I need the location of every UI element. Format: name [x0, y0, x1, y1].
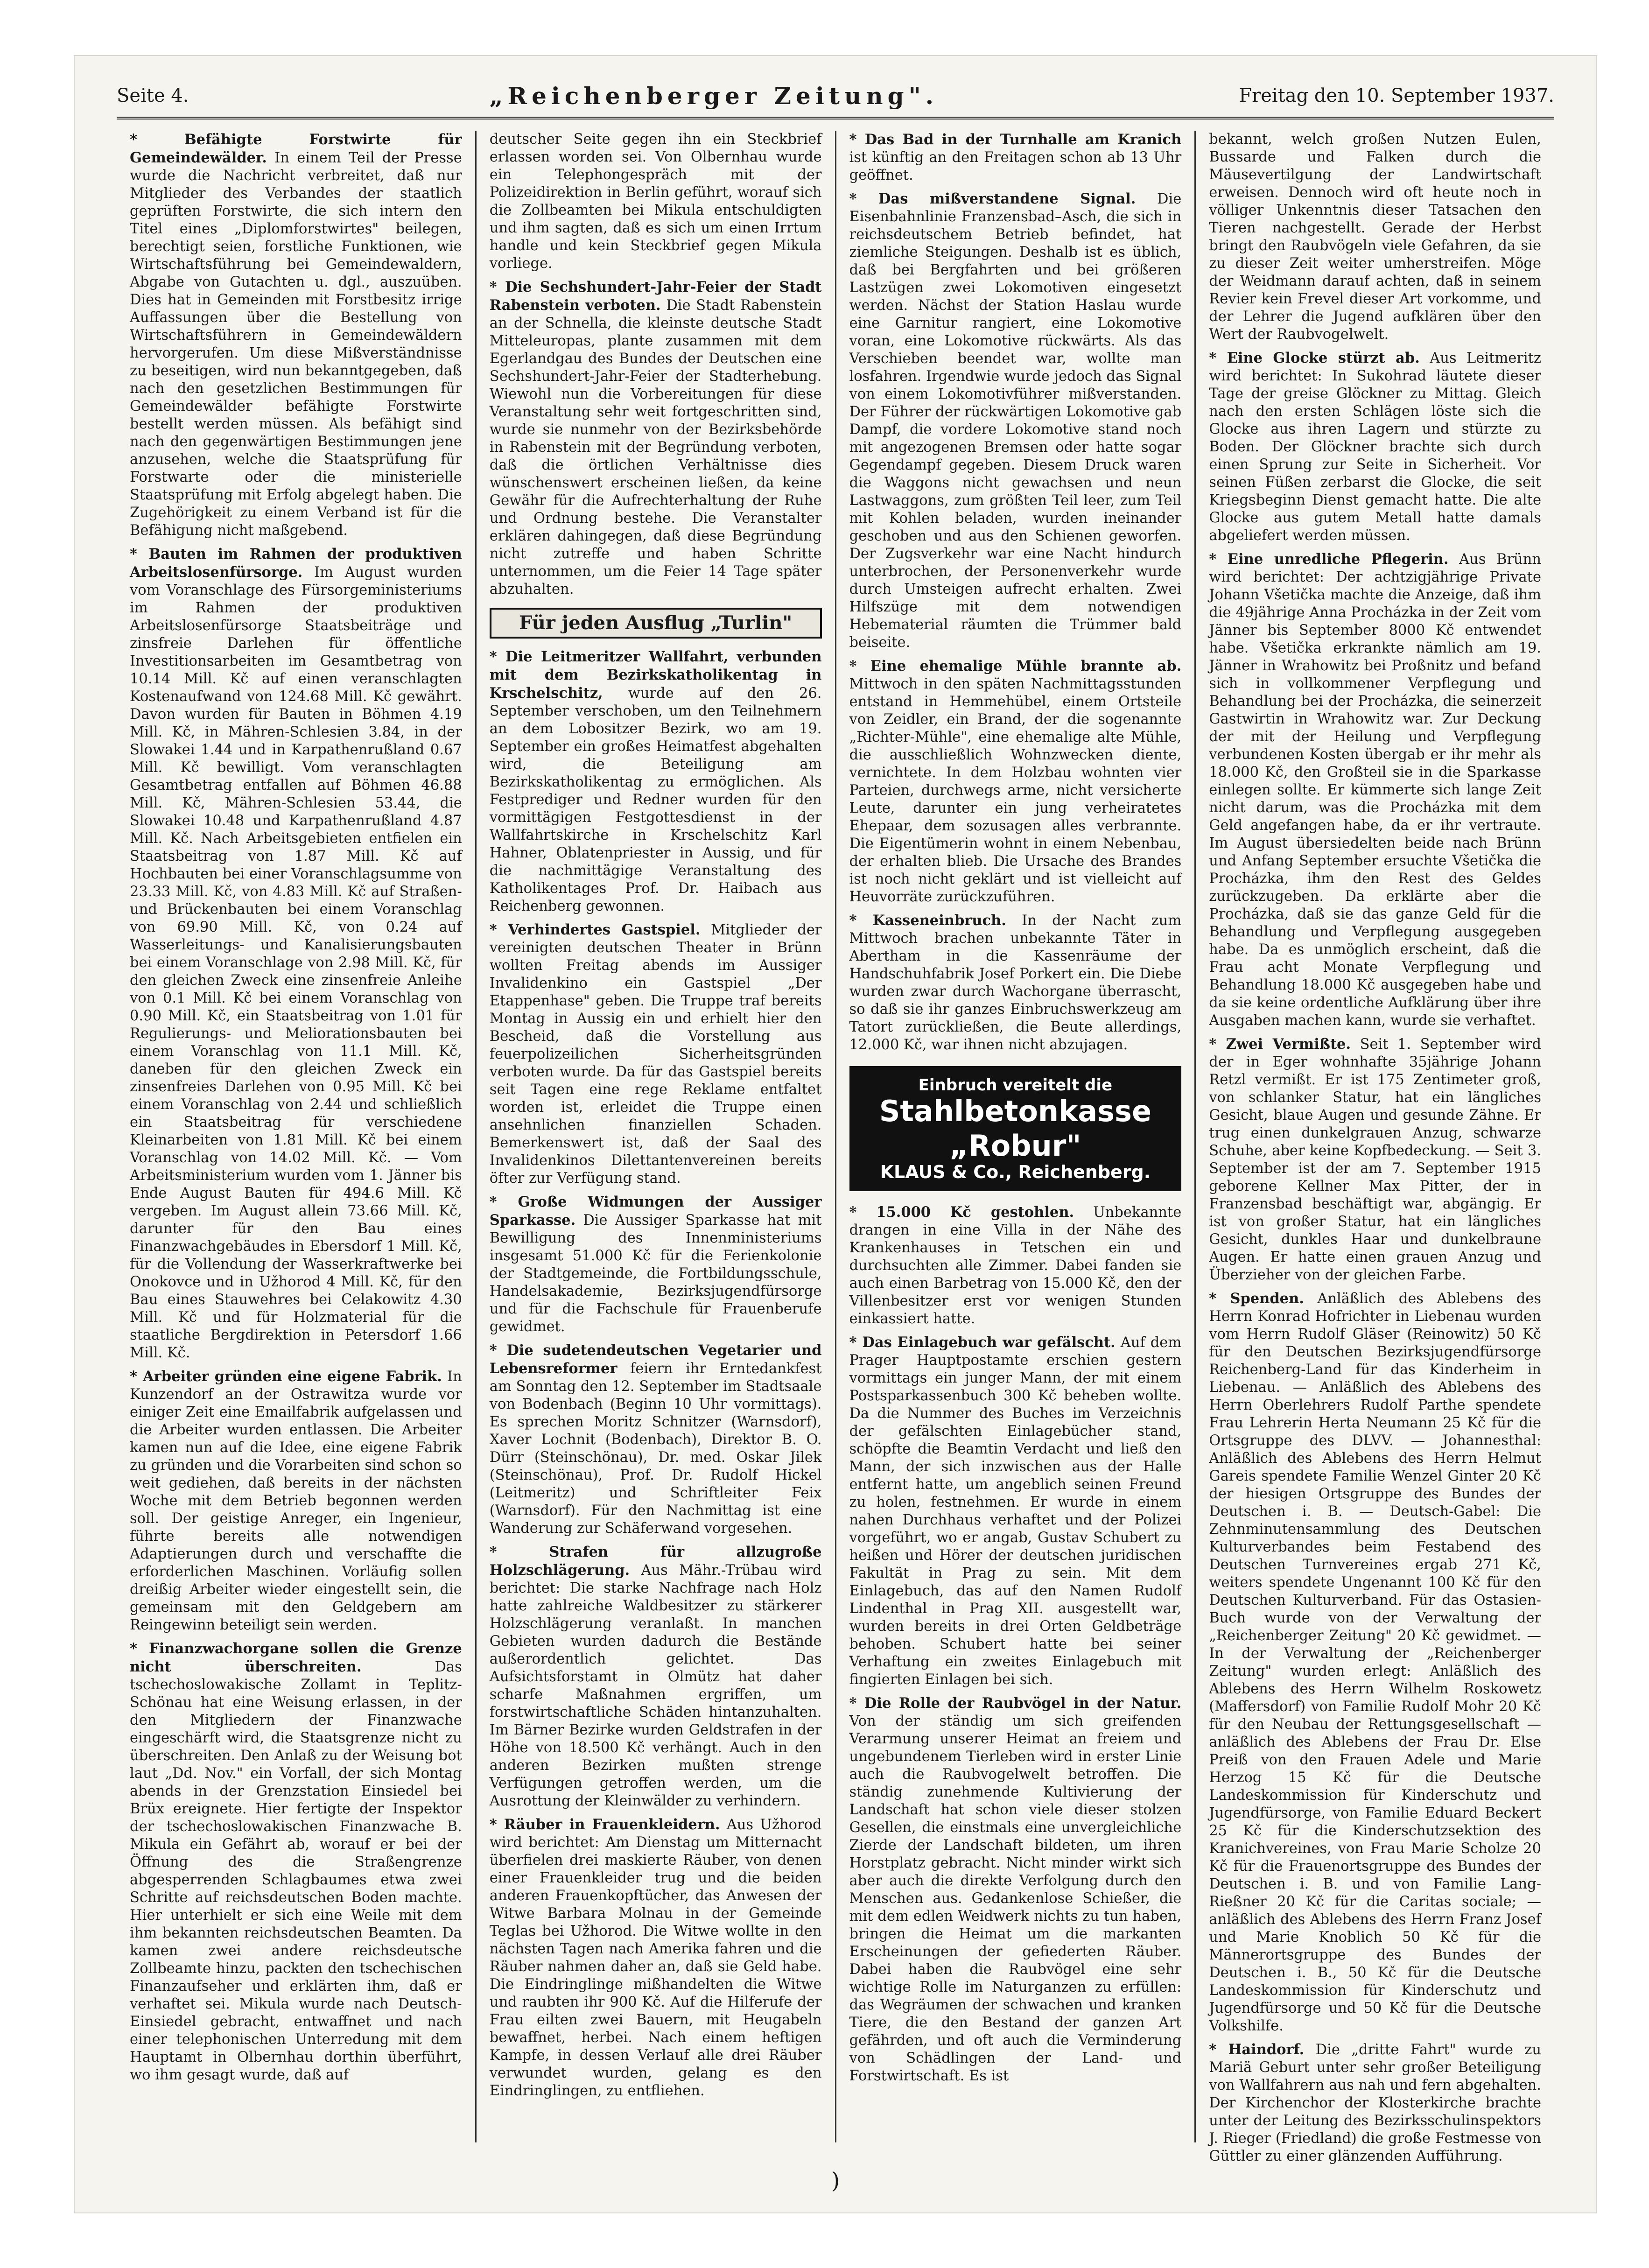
article-body: Anläßlich des Ablebens des Herrn Konrad Hofrichter in Liebenau wurden vom Herrn Rudolf Gläser (Reinowitz) 50 Kč für den Deutschen Bezirksjugendfürsorge Reichenberg-Land für das Kinderheim in Liebenau. — Anläßlich des Ablebens des Herrn Oberlehrers Rudolf Parthe spendete Frau Lehrerin Herta Neumann 25 Kč für die Ortsgruppe des DLVV. — Johannesthal: Anläßlich des Ablebens des Herrn Helmut Gareis spendete Familie Wenzel Ginter 20 Kč der hiesigen Ortsgruppe des Bundes der Deutschen i. B. — Deutsch-Gabel: Die Zehnminutensammlung des Deutschen Kulturverbandes beim Festabend des Deutschen Turnvereines ergab 271 Kč, weiters spendete Ungenannt 100 Kč für den Deutschen Kulturverband. Für das Ostasien-Buch wurde von der Verwaltung der „Reichenberger Zeitung" 20 Kč gewidmet. — In der Verwaltung der „Reichenberger Zeitung" wurden erlegt: Anläßlich des Ablebens des Herrn Wilhelm Roskowetz (Maffersdorf) von Familie Rudolf Mohr 20 Kč für den Neubau der Rettungsgesellschaft — anläßlich des Ablebens der Frau Dr. Else Preiß von den Frauen Adele und Marie Herzog 15 Kč für die Deutsche Landeskommission für Kinderschutz und Jugendfürsorge, von Familie Eduard Beckert 25 Kč für die Kinderschutzsektion des Kranichvereines, von Frau Marie Scholze 20 Kč für die Frauenortsgruppe des Bundes der Deutschen i. B. und von Familie Lang-Rießner 20 Kč für die Caritas sociale; — anläßlich des Ablebens des Herrn Franz Josef und Marie Knoblich 50 Kč für die Männerortsgruppe des Bundes der Deutschen i. B., 50 Kč für die Deutsche Landeskommission für Kinderschutz und Jugendfürsorge und 50 Kč für die Deutsche Volkshilfe.: [1209, 1291, 1541, 2034]
column-1: [117, 131, 477, 2142]
article-paragraph: [130, 545, 462, 1362]
article-headline: * Strafen für allzugroße Holzschlägerung.: [489, 1544, 822, 1579]
article-headline: * Zwei Vermißte.: [1209, 1036, 1351, 1053]
article-headline: * Eine Glocke stürzt ab.: [1209, 350, 1420, 366]
advertisement-box: [849, 1066, 1182, 1191]
article-paragraph: [130, 1368, 462, 1634]
article-body: Aus Užhorod wird berichtet: Am Dienstag um Mitternacht überfielen drei maskierte Räuber, von denen einer Frauenkleider trug und die beiden anderen Frauenkopftücher, das Anwesen der Witwe Barbara Molnau in der Gemeinde Teglas bei Užhorod. Die Witwe wollte in den nächsten Tagen nach Amerika fahren und die Räuber nahmen daher an, daß sie Geld habe. Die Eindringlinge mißhandelten die Witwe und raubten ihr 900 Kč. Auf die Hilferufe der Frau eilten zwei Bauern, mit Heugabeln bewaffnet, herbei. Nach einem heftigen Kampfe, in dessen Verlauf alle drei Räuber verwundet wurden, gelang es den Eindringlingen, zu entfliehen.: [489, 1817, 822, 2099]
article-headline: * Große Widmungen der Aussiger Sparkasse.: [489, 1194, 822, 1229]
article-paragraph: [849, 912, 1182, 1054]
article-body: Die Stadt Rabenstein an der Schnella, die kleinste deutsche Stadt Mitteleuropas, plante zusammen mit dem Egerlandgau des Bundes der Deutschen eine Sechshundert-Jahr-Feier der Stadterhebung. Wiewohl nun die Vorbereitungen für diese Veranstaltung sehr weit fortgeschritten sind, wurde sie nunmehr von der Bezirksbehörde in Rabenstein mit der Begründung verboten, daß die örtlichen Verhältnisse dies wünschenswert erscheinen ließen, da keine Gewähr für die Aufrechterhaltung der Ruhe und Ordnung bestehe. Die Veranstalter erklären dahingegen, daß diese Begründung nicht zutreffe und haben Schritte unternommen, um die Feier 14 Tage später abzuhalten.: [489, 297, 822, 597]
article-headline: * Die sudetendeutschen Vegetarier und Lebensreformer: [489, 1342, 822, 1377]
article-headline: * Räuber in Frauenkleidern.: [489, 1816, 720, 1833]
article-body: In der Nacht zum Mittwoch brachen unbekannte Täter in Abertham in die Kassenräume der Handschuhfabrik Josef Porkert ein. Die Diebe wurden zwar durch Wachorgane überrascht, so daß sie ihr ganzes Einbruchswerkzeug am Tatort zurückließen, die Beute allerdings, 12.000 Kč, war ihnen nicht abzujagen.: [849, 913, 1182, 1053]
article-headline: * Eine unredliche Pflegerin.: [1209, 551, 1449, 568]
article-body: bekannt, welch großen Nutzen Eulen, Bussarde und Falken durch die Mäusevertilgung der Landwirtschaft erweisen. Dennoch wird oft heute noch in völliger Unkenntnis dieser Tatsachen den Tieren nachgestellt. Gerade der Herbst bringt den Raubvögeln viele Gefahren, da sie zu dieser Zeit weiter umherstreifen. Möge der Weidmann darauf achten, daß in seinem Revier kein Frevel dieser Art vorkomme, und der Lehrer die Jugend aufklären über den Wert der Raubvogelwelt.: [1209, 131, 1541, 343]
article-paragraph: [1209, 349, 1541, 545]
article-body: Die Eisenbahnlinie Franzensbad–Asch, die sich in reichsdeutschem Betrieb befindet, hat ziemliche Steigungen. Deshalb ist es üblich, daß bei Bergfahrten und bei größeren Lastzügen zwei Lokomotiven eingesetzt werden. Nächst der Station Haslau wurde eine Garnitur rangiert, eine Lokomotive voran, eine Lokomotive rückwärts. Als das Verschieben beendet war, wollte man losfahren. Irgendwie wurde jedoch das Signal von einem Lokomotivführer mißverstanden. Der Führer der rückwärtigen Lokomotive gab Dampf, die vordere Lokomotive stand noch mit angezogenen Bremsen oder hatte sogar Gegendampf gegeben. Diesem Druck waren die Waggons nicht gewachsen und neun Lastwaggons, zum größten Teil leer, zum Teil mit Kohlen beladen, wurden ineinander geschoben und aus den Schienen geworfen. Der Zugsverkehr war eine Nacht hindurch unterbrochen, der Personenverkehr wurde durch Umsteigen aufrecht erhalten. Zwei Hilfszüge mit dem notwendigen Hebematerial räumten die Trümmer bald beiseite.: [849, 191, 1182, 651]
article-headline: * Verhindertes Gastspiel.: [489, 921, 701, 938]
section-banner: Für jeden Ausflug „Turlin": [490, 608, 822, 639]
ad-line1: Einbruch vereitelt die: [918, 1076, 1113, 1095]
article-headline: * Eine ehemalige Mühle brannte ab.: [849, 658, 1182, 674]
issue-date: Freitag den 10. September 1937.: [1239, 85, 1554, 106]
article-body: Aus Brünn wird berichtet: Der achtzigjährige Private Johann Všetička machte die Anzeige, daß ihm die 49jährige Anna Procházka in der Zeit vom Jänner bis September 8000 Kč entwendet habe. Všetička erkrankte nämlich am 19. Jänner in Wrahowitz bei Proßnitz und befand sich in vollkommener Verpflegung und Behandlung bei der Procházka, die seinerzeit Gastwirtin in Wrahowitz war. Zur Deckung der mit der Heilung und Verpflegung verbundenen Kosten übergab er ihr mehr als 18.000 Kč, den Großteil sie in die Sparkasse einlegen sollte. Er kümmerte sich lange Zeit nicht darum, was die Procházka mit dem Geld angefangen habe, da er ihr vertraute. Im August übersiedelten beide nach Brünn und Anfang September ersuchte Všetička die Procházka, ihm den Rest des Geldes zurückzugeben. Da erklärte aber die Procházka, daß sie das ganze Geld für die Behandlung und Verpflegung ausgegeben habe. Da es unmöglich erscheint, daß die Frau acht Monate Verpflegung und Behandlung 18.000 Kč ausgegeben habe und da sie keine ordentliche Aufklärung über ihre Ausgaben machen kann, wurde sie verhaftet.: [1209, 551, 1541, 1029]
article-body: Die „dritte Fahrt" wurde zu Mariä Geburt unter sehr großer Beteiligung von Wallfahrern aus nah und fern abgehalten. Der Kirchenchor der Klosterkirche brachte unter der Leitung des Bezirksschulinspektors J. Rieger (Friedland) die große Festmesse von Güttler zu einer glänzenden Aufführung.: [1209, 2042, 1541, 2164]
article-paragraph: [130, 1640, 462, 2084]
newspaper-page: [75, 56, 1596, 2212]
article-body: Mittwoch in den späten Nachmittagsstunden entstand in Hemmehübel, einem Ortsteile von Zeidler, ein Brand, der die sogenannte „Richter-Mühle", eine ehemalige alte Mühle, die ausschließlich Wohnzwecken diente, vernichtete. In dem Holzbau wohnten vier Parteien, durchwegs arme, nicht versicherte Leute, darunter ein jung verheiratetes Ehepaar, dem sozusagen alles verbrannte. Die Eigentümerin wohnt in einem Nebenbau, der erhalten blieb. Die Ursache des Brandes ist noch nicht geklärt und ist vielleicht auf Heuvorräte zurückzuführen.: [849, 676, 1182, 905]
article-paragraph: [1209, 1035, 1541, 1284]
column-4: [1196, 131, 1554, 2164]
article-headline: * Haindorf.: [1209, 2041, 1305, 2058]
article-body: In Kunzendorf an der Ostrawitza wurde vor einiger Zeit eine Emailfabrik aufgelassen und die Arbeiter wurden entlassen. Die Arbeiter kamen nun auf die Idee, eine eigene Fabrik zu gründen und die Vorarbeiten sind schon so weit gediehen, daß bereits in der nächsten Woche mit dem Betrieb begonnen werden soll. Der geistige Anreger, ein Ingenieur, führte bereits alle notwendigen Adaptierungen durch und verschaffte die erforderlichen Maschinen. Vorläufig sollen dreißig Arbeiter wieder eingestellt sein, die gemeinsam mit den Geldgebern am Reingewinn beteiligt sein werden.: [130, 1369, 462, 1633]
footer-mark: ): [831, 2168, 840, 2194]
article-headline: * Das Einlagebuch war gefälscht.: [849, 1334, 1116, 1351]
article-paragraph: [849, 1334, 1182, 1689]
article-body: In einem Teil der Presse wurde die Nachricht verbreitet, daß nur Mitglieder des Verbandes der staatlich geprüften Forstwirte, die sich intern den Titel eines „Diplomforstwirtes" beilegen, berechtigt seien, forstliche Funktionen, wie Wirtschaftsführung bei Gemeindewaldern, Abgabe von Gutachten u. dgl., auszuüben. Dies hat in Gemeinden mit Forstbesitz irrige Auffassungen über die Bestellung von Wirtschaftsführern in Gemeindewäldern hervorgerufen. Um diese Mißverständnisse zu beseitigen, wird nun bekanntgegeben, daß nach den gesetzlichen Bestimmungen für Gemeindewälder befähigte Forstwirte bestellt werden müssen. Als befähigt sind nach den gegenwärtigen Bestimmungen jene anzusehen, welche die Staatsprüfung für Forstwarte oder die ministerielle Staatsprüfung mit Erfolg abgelegt haben. Die Zugehörigkeit zu einem Verband ist für die Befähigung nicht maßgebend.: [130, 150, 462, 539]
article-paragraph: [490, 278, 822, 598]
article-paragraph: [1209, 2041, 1541, 2165]
columns-container: [117, 131, 1554, 2164]
article-body: Mitglieder der vereinigten deutschen Theater in Brünn wollten Freitag abends im Aussiger Invalidenkino ein Gastspiel „Der Etappenhase" geben. Die Truppe traf bereits Montag in Aussig ein und erhielt hier den Bescheid, daß die Vorstellung aus feuerpolizeilichen Sicherheitsgründen verboten wurde. Da für das Gastspiel bereits seit Tagen eine rege Reklame entfaltet worden ist, erleidet die Truppe einen ansehnlichen finanziellen Schaden. Bemerkenswert ist, daß der Saal des Invalidenkinos Dilettantenvereinen bereits öfter zur Verfügung stand.: [489, 922, 822, 1187]
article-body: Auf dem Prager Hauptpostamte erschien gestern vormittags ein junger Mann, der mit einem Postsparkassenbuch 300 Kč beheben wollte. Da die Nummer des Buches im Verzeichnis der gefälschten Einlagebücher stand, schöpfte die Beamtin Verdacht und ließ den Mann, der sich inzwischen aus der Halle entfernt hatte, um angeblich seinen Freund zu holen, festnehmen. Er wurde in einem nahen Durchhaus verhaftet und der Polizei vorgeführt, wo er angab, Gustav Schubert zu heißen und Hörer der deutschen juridischen Fakultät in Prag zu sein. Mit dem Einlagebuch, das auf den Namen Rudolf Lindenthal in Prag XII. ausgestellt war, wurden bereits in drei Orten Geldbeträge behoben. Schubert hatte bei seiner Verhaftung ein zweites Einlagebuch mit fingierten Einlagen bei sich.: [849, 1334, 1182, 1688]
article-paragraph: [490, 1193, 822, 1336]
article-headline: * Bauten im Rahmen der produktiven Arbeitslosenfürsorge.: [130, 546, 462, 581]
article-paragraph: [490, 1816, 822, 2100]
column-2: [477, 131, 836, 2142]
article-headline: * Spenden.: [1209, 1290, 1304, 1307]
article-paragraph: [1209, 1290, 1541, 2035]
article-body: ist künftig an den Freitagen schon ab 13 Uhr geöffnet.: [849, 149, 1182, 183]
article-paragraph: [1209, 131, 1541, 344]
masthead: „Reichenberger Zeitung".: [489, 82, 939, 110]
page-header: [117, 75, 1554, 119]
article-body: Das tschechoslowakische Zollamt in Teplitz-Schönau hat eine Weisung erlassen, in der den Mitgliedern der Finanzwache eingeschärft wird, die Staatsgrenze nicht zu überschreiten. Den Anlaß zu der Weisung bot laut „Dd. Nov." ein Vorfall, der sich Montag abends in der Grenzstation Einsiedel bei Brüx ereignete. Hier fertigte der Inspektor der tschechoslowakischen Finanzwache B. Mikula ein Gefährt ab, worauf er bei der Öffnung des die Straßengrenze abgesperrenden Schlagbaumes etwa zwei Schritte auf reichsdeutschen Boden machte. Hier unterhielt er sich eine Weile mit dem ihm bekannten reichsdeutschen Beamten. Da kamen zwei andere reichsdeutsche Zollbeamte hinzu, packten den tschechischen Finanzaufseher und erklärten ihm, daß er verhaftet sei. Mikula wurde nach Deutsch-Einsiedel gebracht, entwaffnet und nach einer telephonischen Unterredung mit dem Hauptamt in Olbernhau dorthin überführt, wo ihm gesagt wurde, daß auf: [130, 1659, 462, 2083]
article-body: Die Aussiger Sparkasse hat mit Bewilligung des Innenministeriums insgesamt 51.000 Kč für die Ferienkolonie der Stadtgemeinde, die Fortbildungsschule, Handelsakademie, Bezirksjugendfürsorge und für die Fachschule für Frauenberufe gewidmet.: [489, 1212, 822, 1335]
article-body: feiern ihr Erntedankfest am Sonntag den 12. September im Stadtsaale von Bodenbach (Beginn 10 Uhr vormittags). Es sprechen Moritz Schnitzer (Warnsdorf), Xaver Lochnit (Bodenbach), Direktor B. O. Dürr (Steinschönau), Dr. med. Oskar Jilek (Steinschönau), Prof. Dr. Rudolf Hickel (Leitmeritz) und Schriftleiter Feix (Warnsdorf). Für den Nachmittag ist eine Wanderung zur Schäferwand vorgesehen.: [489, 1361, 822, 1537]
article-headline: * Befähigte Forstwirte für Gemeindewälder.: [130, 131, 462, 166]
article-paragraph: [130, 131, 462, 540]
article-headline: * Die Rolle der Raubvögel in der Natur.: [849, 1695, 1182, 1712]
article-body: wurde auf den 26. September verschoben, um den Teilnehmern an dem Lobositzer Bezirk, wo am 19. September ein großes Heimatfest abgehalten wird, die Beteiligung am Bezirkskatholikentag zu ermöglichen. Als Festprediger und Redner wurden für den vormittägigen Festgottesdienst in der Wallfahrtskirche in Krschelschitz Karl Hahner, Oblatenpriester in Aussig, und für die nachmittägige Veranstaltung des Katholikentages Prof. Dr. Haibach aus Reichenberg gewonnen.: [489, 685, 822, 914]
article-paragraph: [849, 190, 1182, 652]
article-headline: * Die Leitmeritzer Wallfahrt, verbunden mit dem Bezirkskatholikentag in Krschelschitz,: [489, 648, 822, 702]
article-headline: * Finanzwachorgane sollen die Grenze nicht überschreiten.: [130, 1640, 462, 1675]
article-paragraph: [490, 648, 822, 915]
article-headline: * Kasseneinbruch.: [849, 912, 1006, 929]
article-paragraph: [849, 1694, 1182, 2085]
article-body: Seit 1. September wird der in Eger wohnhafte 35jährige Johann Retzl vermißt. Er ist 175 Zentimeter groß, von schlanker Statur, hat ein längliches Gesicht, blaue Augen und gesunde Zähne. Er trug einen dunkelgrauen Anzug, schwarze Schuhe, aber keine Kopfbedeckung. — Seit 3. September ist der am 7. September 1915 geborene Kellner Max Pitter, der in Franzensbad beschäftigt war, abgängig. Er ist von großer Statur, hat ein längliches Gesicht, dunkles Haar und dunkelbraune Augen. Er hatte einen grauen Anzug und Überzieher von der gleichen Farbe.: [1209, 1036, 1541, 1283]
article-headline: * Arbeiter gründen eine eigene Fabrik.: [130, 1368, 442, 1385]
article-headline: * Das Bad in der Turnhalle am Kranich: [849, 131, 1182, 148]
article-paragraph: [490, 1341, 822, 1538]
ad-line3: KLAUS & Co., Reichenberg.: [880, 1162, 1151, 1182]
article-paragraph: [490, 921, 822, 1187]
article-headline: * Die Sechshundert-Jahr-Feier der Stadt Rabenstein verboten.: [489, 279, 822, 314]
article-body: Aus Leitmeritz wird berichtet: In Sukohrad läutete dieser Tage der greise Glöckner zu Mittag. Gleich nach den ersten Schlägen löste sich die Glocke aus ihren Lagern und stürzte zu Boden. Der Glöckner brachte sich durch einen Sprung zur Seite in Sicherheit. Vor seinen Füßen zerbarst die Glocke, die seit Kriegsbeginn Dienst gemacht hatte. Die alte Glocke aus gutem Metall hatte damals abgeliefert werden müssen.: [1209, 350, 1541, 544]
ad-line2: Stahlbetonkasse „Robur": [879, 1094, 1151, 1163]
article-body: Von der ständig um sich greifenden Verarmung unserer Heimat an freiem und ungebundenem Tierleben wird in erster Linie auch die Raubvogelwelt betroffen. Die ständig zunehmende Kultivierung der Landschaft hat schon viele dieser stolzen Gesellen, die einstmals eine unvergleichliche Zierde der Landschaft bildeten, um ihren Horstplatz gebracht. Nicht minder wirkt sich aber auch die direkte Verfolgung durch den Menschen aus. Gedankenlose Schießer, die mit dem edlen Weidwerk nichts zu tun haben, bringen die Heimat um die markanten Erscheinungen der gefiederten Räuber. Dabei haben die Raubvögel eine sehr wichtige Rolle im Naturganzen zu erfüllen: das Wegräumen der schwachen und kranken Tiere, die den Bestand der ganzen Art gefährden, und oft auch die Verminderung von Schädlingen der Land- und Forstwirtschaft. Es ist: [849, 1713, 1182, 2084]
article-paragraph: [490, 1543, 822, 1810]
article-body: Unbekannte drangen in eine Villa in der Nähe des Krankenhauses in Tetschen ein und durchsuchten alle Zimmer. Dabei fanden sie auch einen Barbetrag von 15.000 Kč, den der Villenbesitzer erst vor wenigen Stunden einkassiert hatte.: [849, 1204, 1182, 1327]
article-paragraph: [490, 131, 822, 273]
article-body: Aus Mähr.-Trübau wird berichtet: Die starke Nachfrage nach Holz hatte zahlreiche Waldbesitzer zu stärkerer Holzschlägerung veranlaßt. In manchen Gebieten wurden dadurch die Bestände außerordentlich gelichtet. Das Aufsichtsforstamt in Olmütz hat daher scharfe Maßnahmen ergriffen, um forstwirtschaftliche Schäden hintanzuhalten. Im Bärner Bezirke wurden Geldstrafen in der Höhe von 18.500 Kč verhängt. Auch in den anderen Bezirken mußten strenge Verfügungen getroffen werden, um die Ausrottung der Kleinwälder zu verhindern.: [489, 1562, 822, 1809]
article-body: Im August wurden vom Voranschlage des Fürsorgeministeriums im Rahmen der produktiven Arbeitslosenfürsorge Staatsbeiträge und zinsfreie Darlehen für öffentliche Investitionsarbeiten im Gesamtbetrag von 10.14 Mill. Kč auf einen veranschlagten Kostenaufwand von 124.68 Mill. Kč gewährt. Davon wurden für Bauten in Böhmen 4.19 Mill. Kč, in Mähren-Schlesien 3.84, in der Slowakei 1.44 und in Karpathenrußland 0.67 Mill. Kč bewilligt. Vom veranschlagten Gesamtbetrag entfallen auf Böhmen 46.88 Mill. Kč, Mähren-Schlesien 53.44, die Slowakei 10.48 und Karpathenrußland 4.87 Mill. Kč. Nach Arbeitsgebieten entfielen ein Staatsbeitrag von 1.87 Mill. Kč auf Hochbauten bei einer Voranschlagsumme von 23.33 Mill. Kč, von 4.83 Mill. Kč auf Straßen- und Brückenbauten bei einem Voranschlag von 69.90 Mill. Kč, von 0.24 auf Wasserleitungs- und Kanalisierungsbauten bei einem Voranschlage von 2.98 Mill. Kč, für den gleichen Zweck eine zinsenfreie Anleihe von 0.1 Mill. Kč bei einem Voranschlag von 0.90 Mill. Kč, ein Staatsbeitrag von 1.01 für Regulierungs- und Meliorationsbauten bei einem Voranschlag von 11.1 Mill. Kč, daneben für den gleichen Zweck ein zinsenfreies Darlehen von 0.95 Mill. Kč bei einem Voranschlag von 2.44 und schließlich ein Staatsbeitrag für verschiedene Kleinarbeiten von 1.81 Mill. Kč bei einem Voranschlag von 14.02 Mill. Kč. — Vom Arbeitsministerium wurden vom 1. Jänner bis Ende August Bauten für 494.6 Mill. Kč vergeben. Im August allein 73.66 Mill. Kč, darunter für den Bau eines Finanzwachgebäudes in Ebersdorf 1 Mill. Kč, für die Vollendung der Wasserkraftwerke bei Onokovce und in Užhorod 4 Mill. Kč, für den Bau eines Stauwehres bei Celakowitz 4.30 Mill. Kč und für Holzmaterial für die staatliche Bergdirektion in Petersdorf 1.66 Mill. Kč.: [130, 564, 462, 1361]
column-3: [836, 131, 1196, 2142]
article-paragraph: [1209, 550, 1541, 1030]
article-headline: * 15.000 Kč gestohlen.: [849, 1204, 1074, 1221]
article-paragraph: [849, 1203, 1182, 1328]
article-headline: * Das mißverstandene Signal.: [849, 190, 1136, 207]
page-number: Seite 4.: [117, 85, 189, 106]
article-paragraph: [849, 657, 1182, 906]
article-body: deutscher Seite gegen ihn ein Steckbrief erlassen worden sei. Von Olbernhau wurde ein Telephongespräch mit der Polizeidirektion in Berlin geführt, worauf sich die Zollbeamten bei Mikula entschuldigten und ihm sagten, daß es sich um einen Irrtum handle und kein Steckbrief gegen Mikula vorliege.: [489, 131, 822, 272]
article-paragraph: [849, 131, 1182, 184]
